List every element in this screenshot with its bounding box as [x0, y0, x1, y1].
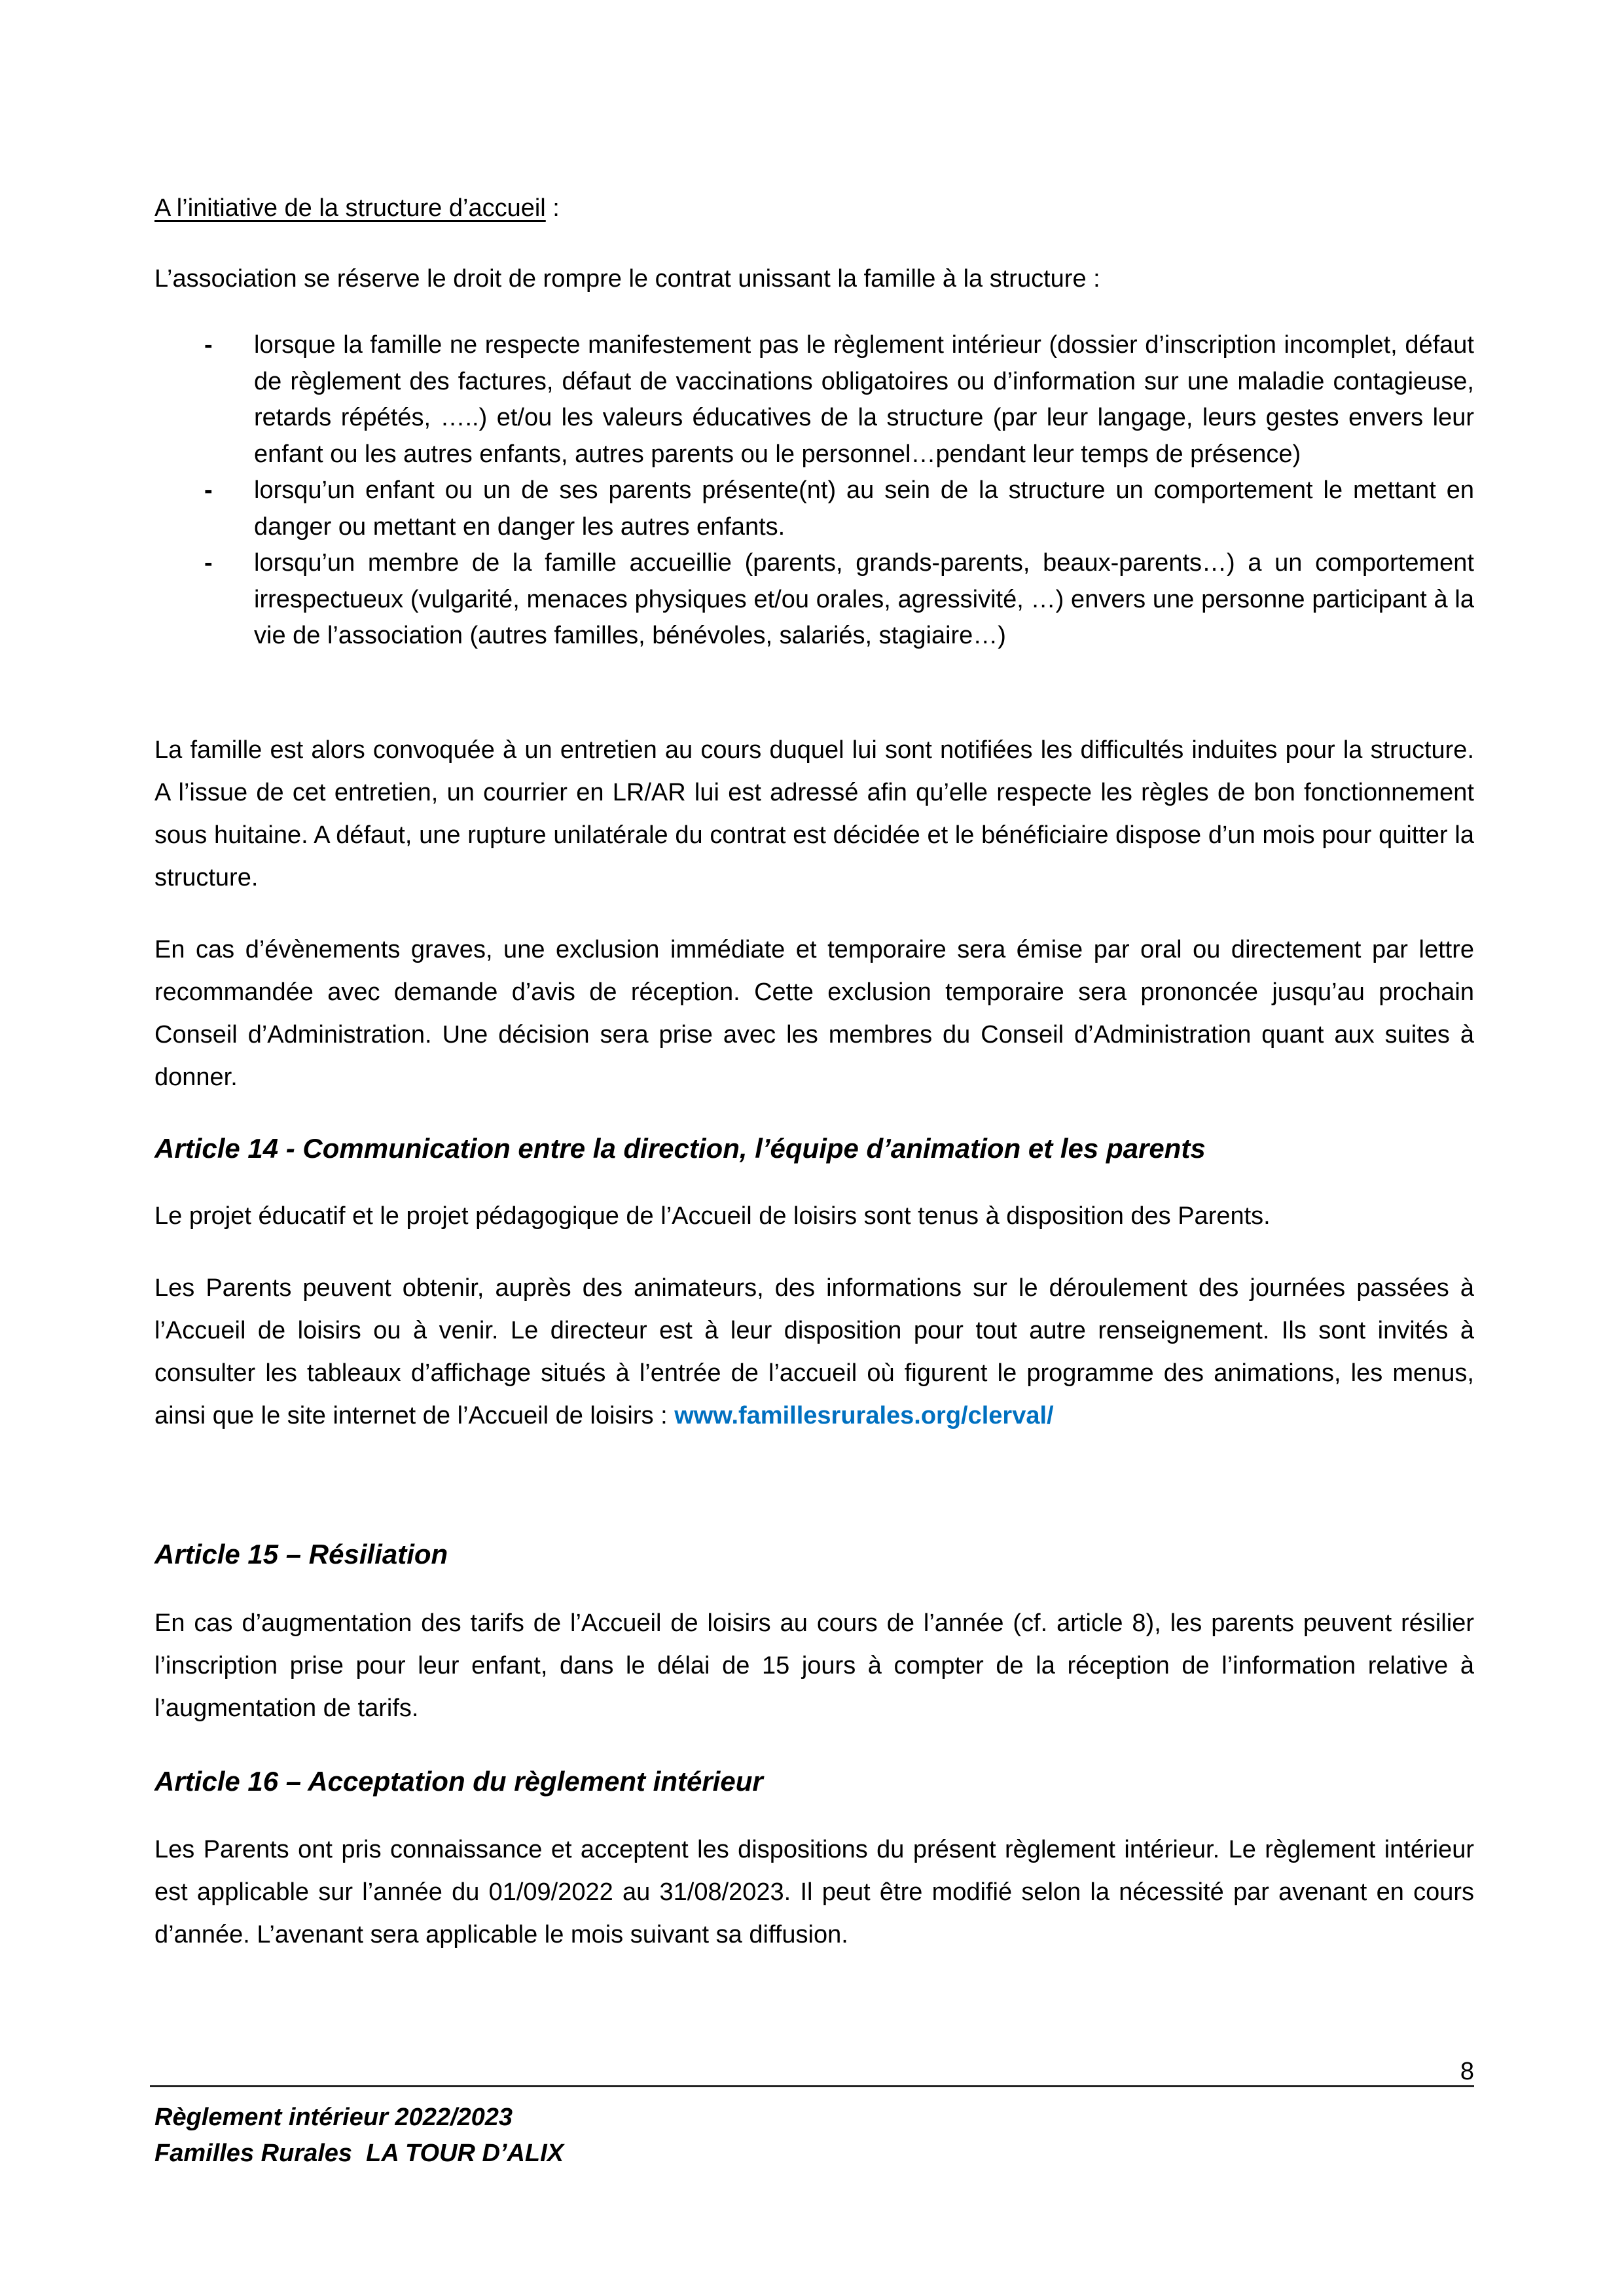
website-link[interactable]: www.famillesrurales.org/clerval/ — [674, 1402, 1054, 1429]
convocation-paragraph: La famille est alors convoquée à un entretien au cours duquel lui sont notifiées les difficultés induites pour la structure. A l’issue de cet entretien, un courrier en LR/AR lui est adressé afin qu’elle respecte les règles de bon fonctionnement sous huitaine. A défaut, une rupture unilatérale du contrat est décidée et le bénéficiaire dispose d’un mois pour quitter la structure. — [154, 736, 1474, 891]
list-item-text: lorsqu’un membre de la famille accueillie (parents, grands-parents, beaux-parents…) a un comportement irrespectueux (vulgarité, menaces physiques et/ou orales, agressivité, …) envers une personne participant à la vie de l’association (autres familles, bénévoles, salariés, stagiaire…) — [254, 549, 1474, 649]
subsection-title-suffix: : — [545, 194, 560, 222]
subsection-heading — [154, 187, 1474, 230]
article-15-paragraph: En cas d’augmentation des tarifs de l’Accueil de loisirs au cours de l’année (cf. article 8), les parents peuvent résilier l’inscription prise pour leur enfant, dans le délai de 15 jours à compter de la réception de l’information relative à l’augmentation de tarifs. — [154, 1609, 1474, 1722]
article-16-paragraph: Les Parents ont pris connaissance et acceptent les dispositions du présent règlement intérieur. Le règlement intérieur est applicable sur l’année du 01/09/2022 au 31/08/2023. Il peut être modifié selon la nécessité par avenant en cours d’année. L’avenant sera applicable le mois suivant sa diffusion. — [154, 1836, 1474, 1948]
list-item — [154, 473, 1474, 545]
article-14-paragraph-2 — [154, 1267, 1474, 1437]
dash-bullet-icon: - — [204, 476, 213, 504]
article-14-heading: Article 14 - Communication entre la direction, l’équipe d’animation et les parents — [154, 1133, 1206, 1164]
page-number: 8 — [1460, 2058, 1474, 2085]
dash-bullet-icon: - — [204, 331, 213, 359]
article-14-paragraph-1: Le projet éducatif et le projet pédagogique de l’Accueil de loisirs sont tenus à disposition des Parents. — [154, 1202, 1271, 1230]
exclusion-paragraph: En cas d’évènements graves, une exclusion immédiate et temporaire sera émise par oral ou directement par lettre recommandée avec demande d’avis de réception. Cette exclusion temporaire sera prononcée jusqu’au prochain Conseil d’Administration. Une décision sera prise avec les membres du Conseil d’Administration quant aux suites à donner. — [154, 936, 1474, 1091]
list-item — [154, 545, 1474, 655]
subsection-intro: L’association se réserve le droit de rompre le contrat unissant la famille à la structure : — [154, 265, 1100, 293]
dash-bullet-icon: - — [204, 549, 213, 577]
footer-organization: Familles Rurales LA TOUR D’ALIX — [154, 2140, 564, 2167]
article-15-heading: Article 15 – Résiliation — [154, 1539, 448, 1570]
article-16-heading: Article 16 – Acceptation du règlement intérieur — [154, 1766, 763, 1797]
subsection-title: A l’initiative de la structure d’accueil — [154, 194, 546, 222]
footer-document-title: Règlement intérieur 2022/2023 — [154, 2104, 513, 2131]
list-item-text: lorsque la famille ne respecte manifestement pas le règlement intérieur (dossier d’inscription incomplet, défaut de règlement des factures, défaut de vaccinations obligatoires ou d’information sur une maladie contagieuse, retards répétés, …..) et/ou les valeurs éducatives de la structure (par leur langage, leurs gestes envers leur enfant ou les autres enfants, autres parents ou le personnel…pendant leur temps de présence) — [254, 331, 1474, 468]
termination-conditions-list — [154, 327, 1474, 655]
article-14-paragraph-2-text: Les Parents peuvent obtenir, auprès des animateurs, des informations sur le déroulement des journées passées à l’Accueil de loisirs ou à venir. Le directeur est à leur disposition pour tout autre renseignement. Ils sont invités à consulter les tableaux d’affichage situés à l’entrée de l’accueil où figurent le programme des animations, les menus, ainsi que le site internet de l’Accueil de loisirs : — [154, 1274, 1474, 1429]
footer-divider — [150, 2085, 1474, 2087]
list-item — [154, 327, 1474, 473]
list-item-text: lorsqu’un enfant ou un de ses parents présente(nt) au sein de la structure un comportement le mettant en danger ou mettant en danger les autres enfants. — [254, 476, 1474, 541]
footer — [154, 2100, 564, 2172]
